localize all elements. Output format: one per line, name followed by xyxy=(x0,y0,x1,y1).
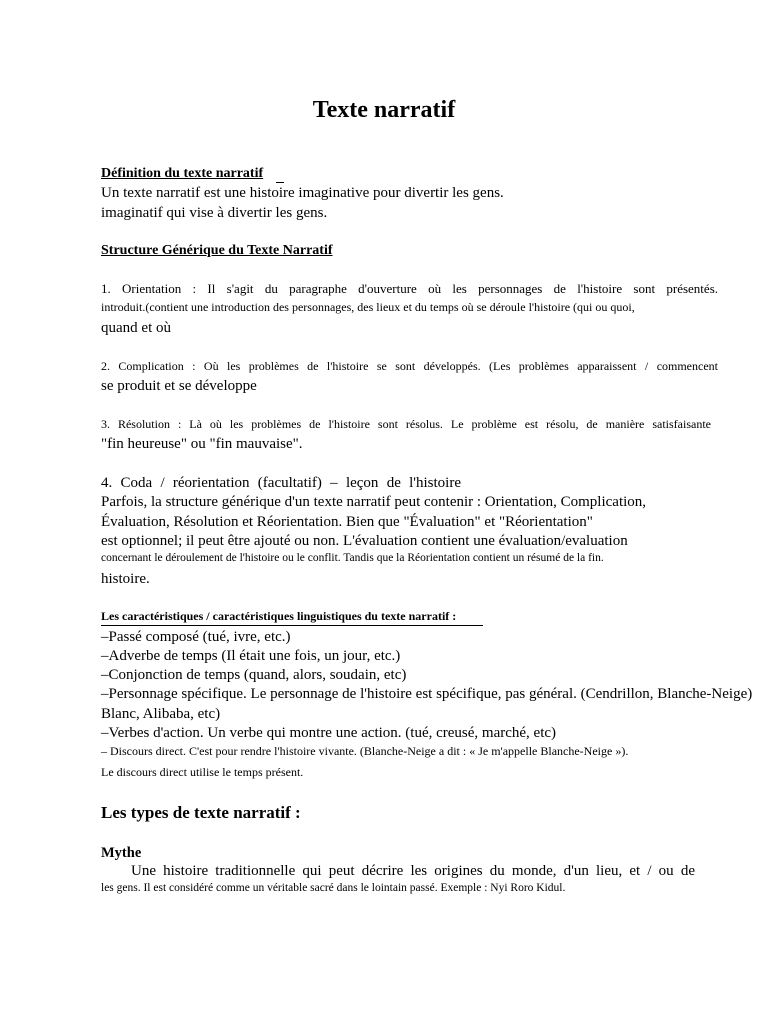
characteristics-heading: Les caractéristiques / caractéristiques linguistiques du texte narratif : xyxy=(101,609,457,623)
coda-line-4: est optionnel; il peut être ajouté ou non. L'évaluation contient une évaluation/evaluation xyxy=(101,533,628,549)
coda-line-6: histoire. xyxy=(101,571,150,587)
definition-line-2: imaginatif qui vise à divertir les gens. xyxy=(101,205,328,221)
coda-line-1: 4. Coda / réorientation (facultatif) – leçon de l'histoire xyxy=(101,475,461,491)
resolution-line-2: "fin heureuse" ou "fin mauvaise". xyxy=(101,436,303,452)
orientation-line-1: 1. Orientation : Il s'agit du paragraphe d'ouverture où les personnages de l'histoire sont présentés. xyxy=(101,281,718,296)
characteristic-item: – Discours direct. C'est pour rendre l'histoire vivante. (Blanche-Neige a dit : « Je m'appelle Blanche-Neige »). xyxy=(101,744,629,758)
characteristic-item: Le discours direct utilise le temps présent. xyxy=(101,765,304,779)
heading-underline xyxy=(276,182,284,183)
page-title: Texte narratif xyxy=(312,97,456,123)
characteristic-item: –Adverbe de temps (Il était une fois, un jour, etc.) xyxy=(101,648,401,664)
coda-line-5: concernant le déroulement de l'histoire ou le conflit. Tandis que la Réorientation contient un résumé de la fin. xyxy=(101,552,604,564)
characteristic-item: –Conjonction de temps (quand, alors, soudain, etc) xyxy=(101,667,407,683)
characteristics-underline xyxy=(101,625,483,626)
types-heading: Les types de texte narratif : xyxy=(101,803,301,822)
resolution-line-1: 3. Résolution : Là où les problèmes de l'histoire sont résolus. Le problème est résolu, de manière satisfaisante xyxy=(101,417,711,431)
characteristic-item: –Personnage spécifique. Le personnage de l'histoire est spécifique, pas général. (Cendrillon, Blanche-Neige) xyxy=(101,686,753,702)
characteristic-item: Blanc, Alibaba, etc) xyxy=(101,706,221,722)
definition-line-1: Un texte narratif est une histoire imaginative pour divertir les gens. xyxy=(101,185,504,201)
mythe-line-2: les gens. Il est considéré comme un véritable sacré dans le lointain passé. Exemple : Nyi Roro Kidul. xyxy=(101,882,566,894)
characteristic-item: –Passé composé (tué, ivre, etc.) xyxy=(101,629,291,645)
complication-line-2: se produit et se développe xyxy=(101,378,257,394)
orientation-line-2: introduit.(contient une introduction des personnages, des lieux et du temps où se déroule l'histoire (qui ou quoi, xyxy=(101,300,635,314)
coda-line-2: Parfois, la structure générique d'un texte narratif peut contenir : Orientation, Complication, xyxy=(101,494,647,510)
coda-line-3: Évaluation, Résolution et Réorientation. Bien que "Évaluation" et "Réorientation" xyxy=(101,514,593,530)
definition-heading: Définition du texte narratif xyxy=(101,166,264,181)
mythe-line-1: Une histoire traditionnelle qui peut décrire les origines du monde, d'un lieu, et / ou de xyxy=(131,863,695,879)
orientation-line-3: quand et où xyxy=(101,320,171,336)
complication-line-1: 2. Complication : Où les problèmes de l'histoire se sont développés. (Les problèmes apparaissent / commencent xyxy=(101,359,718,373)
mythe-heading: Mythe xyxy=(101,845,142,861)
characteristic-item: –Verbes d'action. Un verbe qui montre une action. (tué, creusé, marché, etc) xyxy=(101,725,557,741)
structure-heading: Structure Générique du Texte Narratif xyxy=(101,243,333,258)
